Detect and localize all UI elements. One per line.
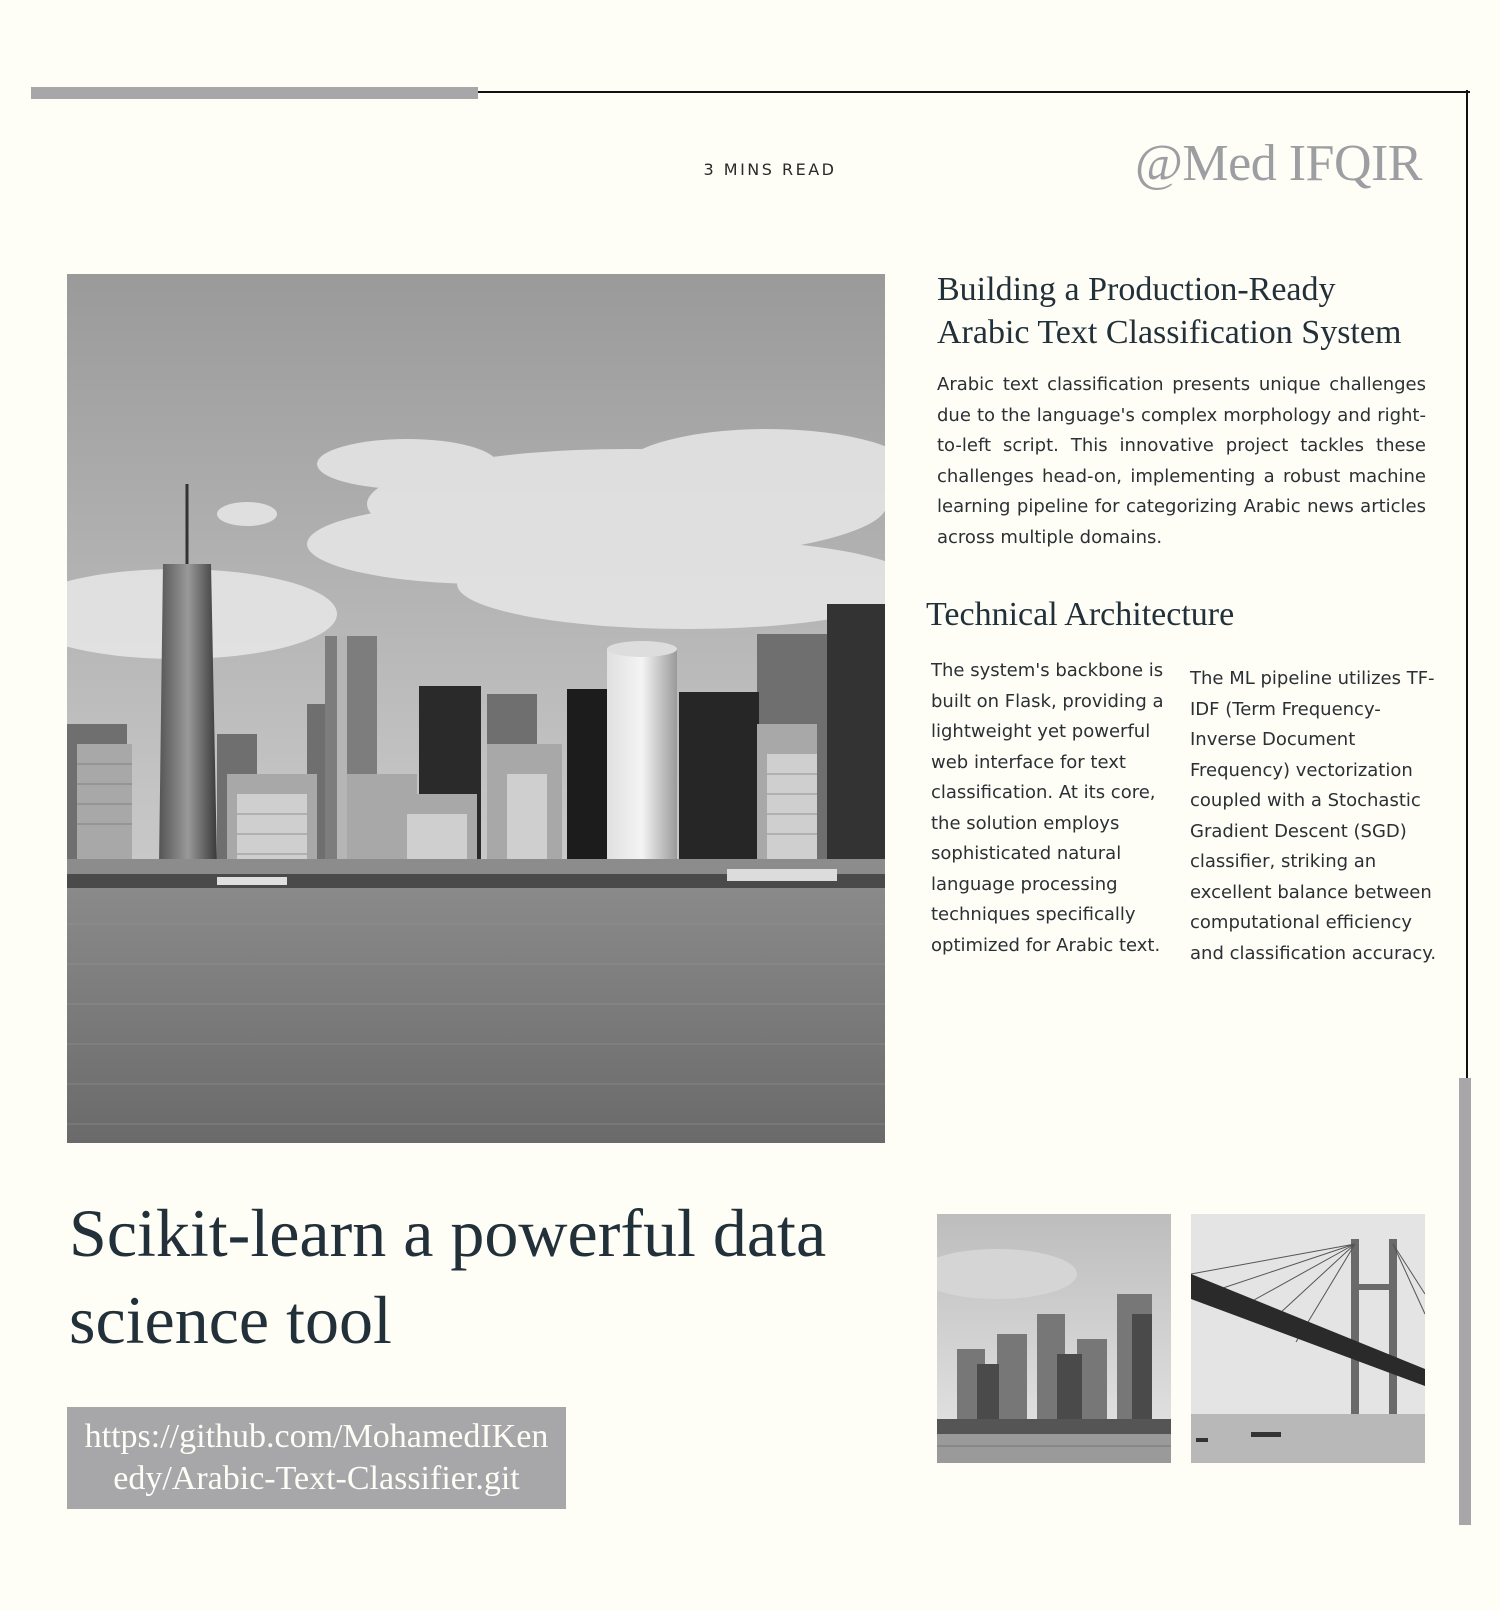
tool-heading: Scikit-learn a powerful data science tool — [69, 1195, 827, 1358]
skyscrapers-thumbnail — [937, 1214, 1171, 1463]
section-title: Technical Architecture — [926, 596, 1235, 633]
read-time: 3 MINS READ — [703, 160, 837, 179]
author-handle: @Med IFQIR — [1135, 135, 1422, 192]
repo-link[interactable]: https://github.com/MohamedIKenedy/Arabic-Text-Classifier.git — [84, 1418, 549, 1497]
repo-link-box[interactable] — [67, 1407, 566, 1509]
column-left-text: The system's backbone is built on Flask, providing a lightweight yet powerful web interface for text classification. At its core, the solution employs sophisticated natural language processing techniques specifically optimized for Arabic text. — [931, 660, 1164, 956]
column-right-text: The ML pipeline utilizes TF-IDF (Term Frequency-Inverse Document Frequency) vectorization coupled with a Stochastic Gradient Descent (SGD) classifier, striking an excellent balance between computational efficiency and classification accuracy. — [1190, 668, 1437, 964]
right-rule — [1466, 90, 1468, 1082]
decorative-right-bar — [1459, 1078, 1471, 1525]
article-intro: Arabic text classification presents unique challenges due to the language's complex morphology and right-to-left script. This innovative project tackles these challenges head-on, implementing a robust machine learning pipeline for categorizing Arabic news articles across multiple domains. — [937, 374, 1426, 548]
bridge-thumbnail — [1191, 1214, 1425, 1463]
main-city-image — [67, 274, 885, 1143]
decorative-top-bar — [31, 87, 478, 99]
article-title: Building a Production-Ready Arabic Text Classification System — [937, 271, 1402, 351]
top-rule — [478, 91, 1470, 93]
